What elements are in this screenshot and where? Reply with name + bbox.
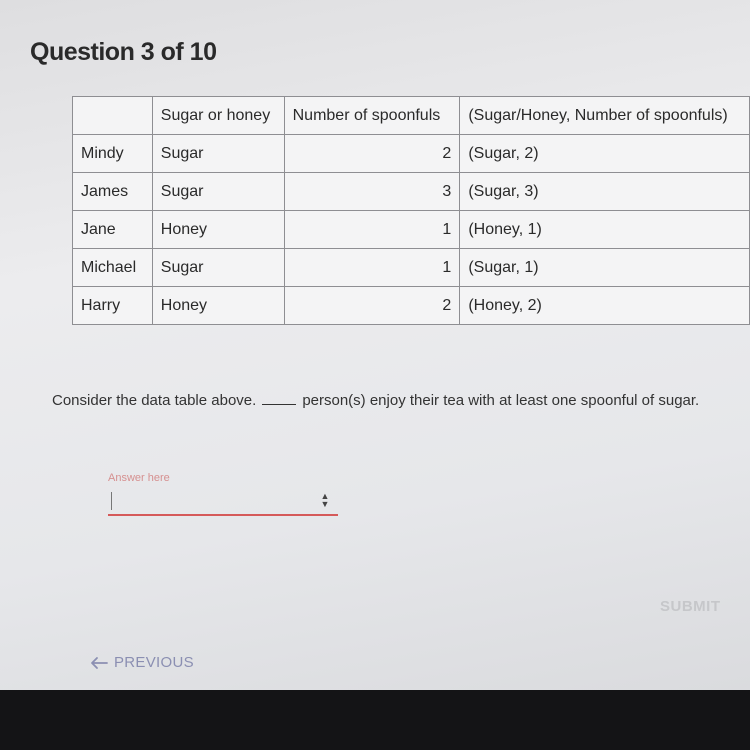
table-row	[73, 173, 750, 211]
question-blank	[262, 404, 296, 405]
text-cursor	[111, 492, 112, 510]
cell-pair: (Honey, 2)	[460, 287, 750, 325]
cell-pair: (Honey, 1)	[460, 211, 750, 249]
previous-label: PREVIOUS	[114, 654, 194, 671]
cell-spoonfuls: 2	[284, 287, 460, 325]
cell-type: Sugar	[152, 173, 284, 211]
data-table-container	[72, 96, 750, 336]
monitor-bezel	[0, 690, 750, 750]
cell-name: Mindy	[73, 135, 153, 173]
cell-type: Honey	[152, 211, 284, 249]
cell-pair: (Sugar, 3)	[460, 173, 750, 211]
cell-name: Harry	[73, 287, 153, 325]
header-cell-sugar-or-honey: Sugar or honey	[152, 97, 284, 135]
arrow-left-icon	[90, 656, 108, 670]
cell-pair: (Sugar, 2)	[460, 135, 750, 173]
question-text	[52, 392, 699, 409]
table-row	[73, 249, 750, 287]
table-row	[73, 287, 750, 325]
submit-button[interactable]: SUBMIT	[660, 598, 721, 615]
answer-field-label: Answer here	[108, 472, 170, 484]
question-suffix: person(s) enjoy their tea with at least one spoonful of sugar.	[302, 392, 700, 409]
header-cell-number-of-spoonfuls: Number of spoonfuls	[284, 97, 460, 135]
cell-name: James	[73, 173, 153, 211]
header-cell-empty	[73, 97, 153, 135]
cell-type: Honey	[152, 287, 284, 325]
cell-name: Michael	[73, 249, 153, 287]
spinner-arrows-icon[interactable]: ▲ ▼	[320, 491, 330, 509]
cell-type: Sugar	[152, 135, 284, 173]
cell-pair: (Sugar, 1)	[460, 249, 750, 287]
header-cell-ordered-pair: (Sugar/Honey, Number of spoonfuls)	[460, 97, 750, 135]
cell-spoonfuls: 1	[284, 249, 460, 287]
cell-spoonfuls: 1	[284, 211, 460, 249]
data-table	[72, 96, 750, 325]
cell-spoonfuls: 2	[284, 135, 460, 173]
previous-button[interactable]	[90, 654, 194, 671]
question-prefix: Consider the data table above.	[52, 392, 257, 409]
table-row	[73, 135, 750, 173]
answer-input[interactable]	[108, 490, 338, 516]
cell-spoonfuls: 3	[284, 173, 460, 211]
table-row	[73, 211, 750, 249]
page-title: Question 3 of 10	[30, 38, 217, 66]
table-header-row	[73, 97, 750, 135]
cell-name: Jane	[73, 211, 153, 249]
cell-type: Sugar	[152, 249, 284, 287]
